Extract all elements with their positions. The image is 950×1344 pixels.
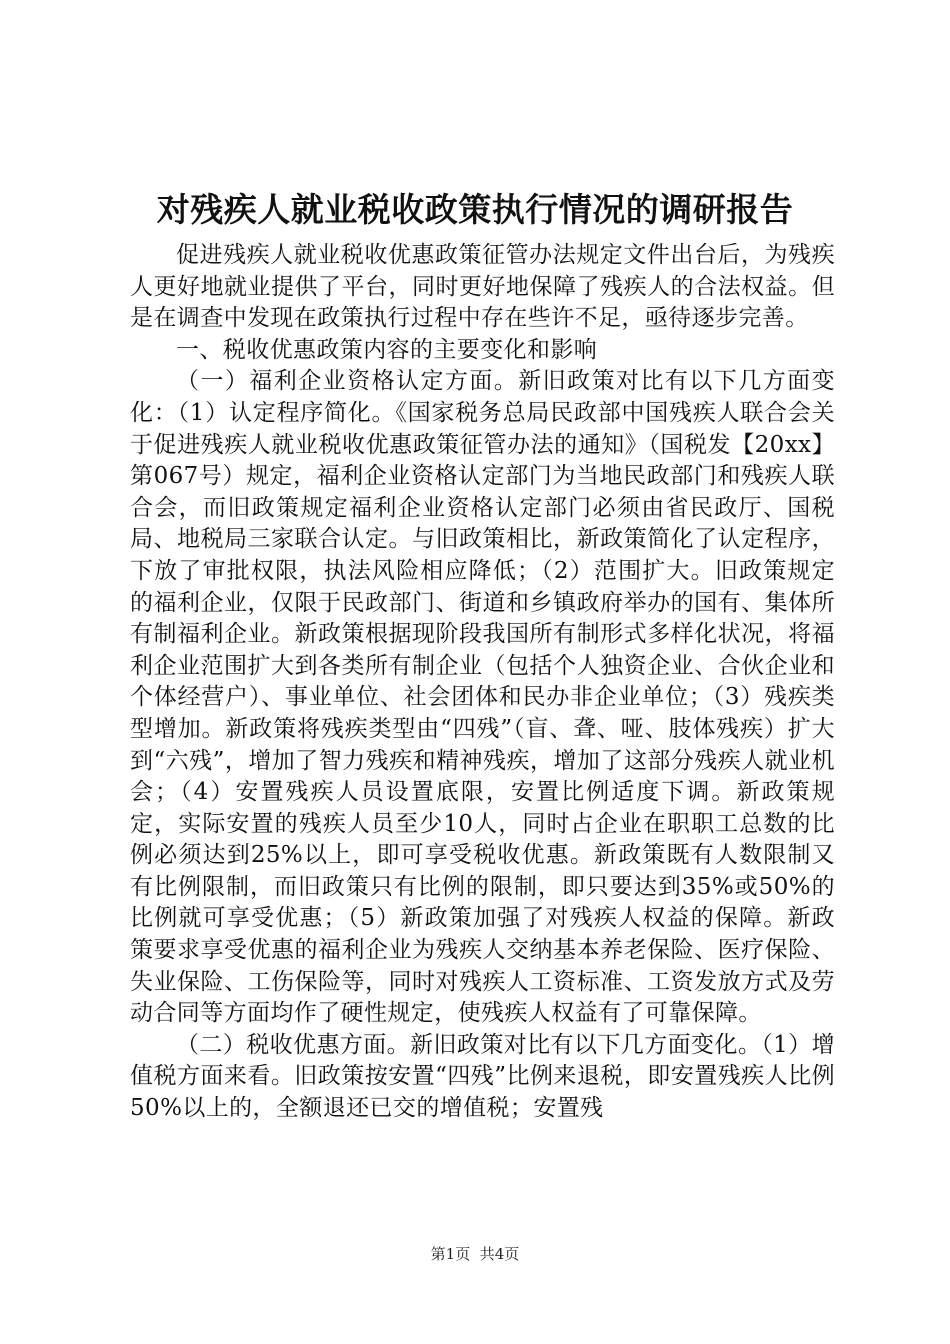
subsection-paragraph-tax: （二）税收优惠方面。新旧政策对比有以下几方面变化。（1）增值税方面来看。旧政策按安置“四残”比例来退税，即安置残疾人比例50%以上的，全额退还已交的增值税；安置残 bbox=[130, 1031, 835, 1122]
section-heading: 一、税收优惠政策内容的主要变化和影响 bbox=[176, 336, 598, 363]
subsection-paragraph-welfare: （一）福利企业资格认定方面。新旧政策对比有以下几方面变化：（1）认定程序简化。《国家税务总局民政部中国残疾人联合会关于促进残疾人就业税收优惠政策征管办法的通知》（国税发【20xx】第067号）规定，福利企业资格认定部门为当地民政部门和残疾人联合会，而旧政策规定福利企业资格认定部门必须由省民政厅、国税局、地税局三家联合认定。与旧政策相比，新政策简化了认定程序，下放了审批权限，执法风险相应降低；（2）范围扩大。旧政策规定的福利企业，仅限于民政部门、街道和乡镇政府举办的国有、集体所有制福利企业。新政策根据现阶段我国所有制形式多样化状况，将福利企业范围扩大到各类所有制企业（包括个人独资企业、合伙企业和个体经营户）、事业单位、社会团体和民办非企业单位；（3）残疾类型增加。新政策将残疾类型由“四残”（盲、聋、哑、肢体残疾）扩大到“六残”，增加了智力残疾和精神残疾，增加了这部分残疾人就业机会；（4）安置残疾人员设置底限，安置比例适度下调。新政策规定，实际安置的残疾人员至少10人，同时占企业在职职工总数的比例必须达到25%以上，即可享受税收优惠。新政策既有人数限制又有比例限制，而旧政策只有比例的限制，即只要达到35%或50%的比例就可享受优惠；（5）新政策加强了对残疾人权益的保障。新政策要求享受优惠的福利企业为残疾人交纳基本养老保险、医疗保险、失业保险、工伤保险等，同时对残疾人工资标准、工资发放方式及劳动合同等方面均作了硬性规定，使残疾人权益有了可靠保障。 bbox=[130, 368, 835, 1027]
document-body bbox=[130, 240, 835, 1125]
page-total: 共4页 bbox=[479, 1245, 520, 1263]
document-title: 对残疾人就业税收政策执行情况的调研报告 bbox=[156, 190, 794, 229]
intro-paragraph: 促进残疾人就业税收优惠政策征管办法规定文件出台后，为残疾人更好地就业提供了平台，同时更好地保障了残疾人的合法权益。但是在调查中发现在政策执行过程中存在些许不足，亟待逐步完善。 bbox=[130, 242, 835, 332]
page-footer bbox=[0, 1244, 950, 1264]
footer-spacer bbox=[470, 1245, 480, 1263]
page-number: 第1页 bbox=[430, 1245, 471, 1263]
